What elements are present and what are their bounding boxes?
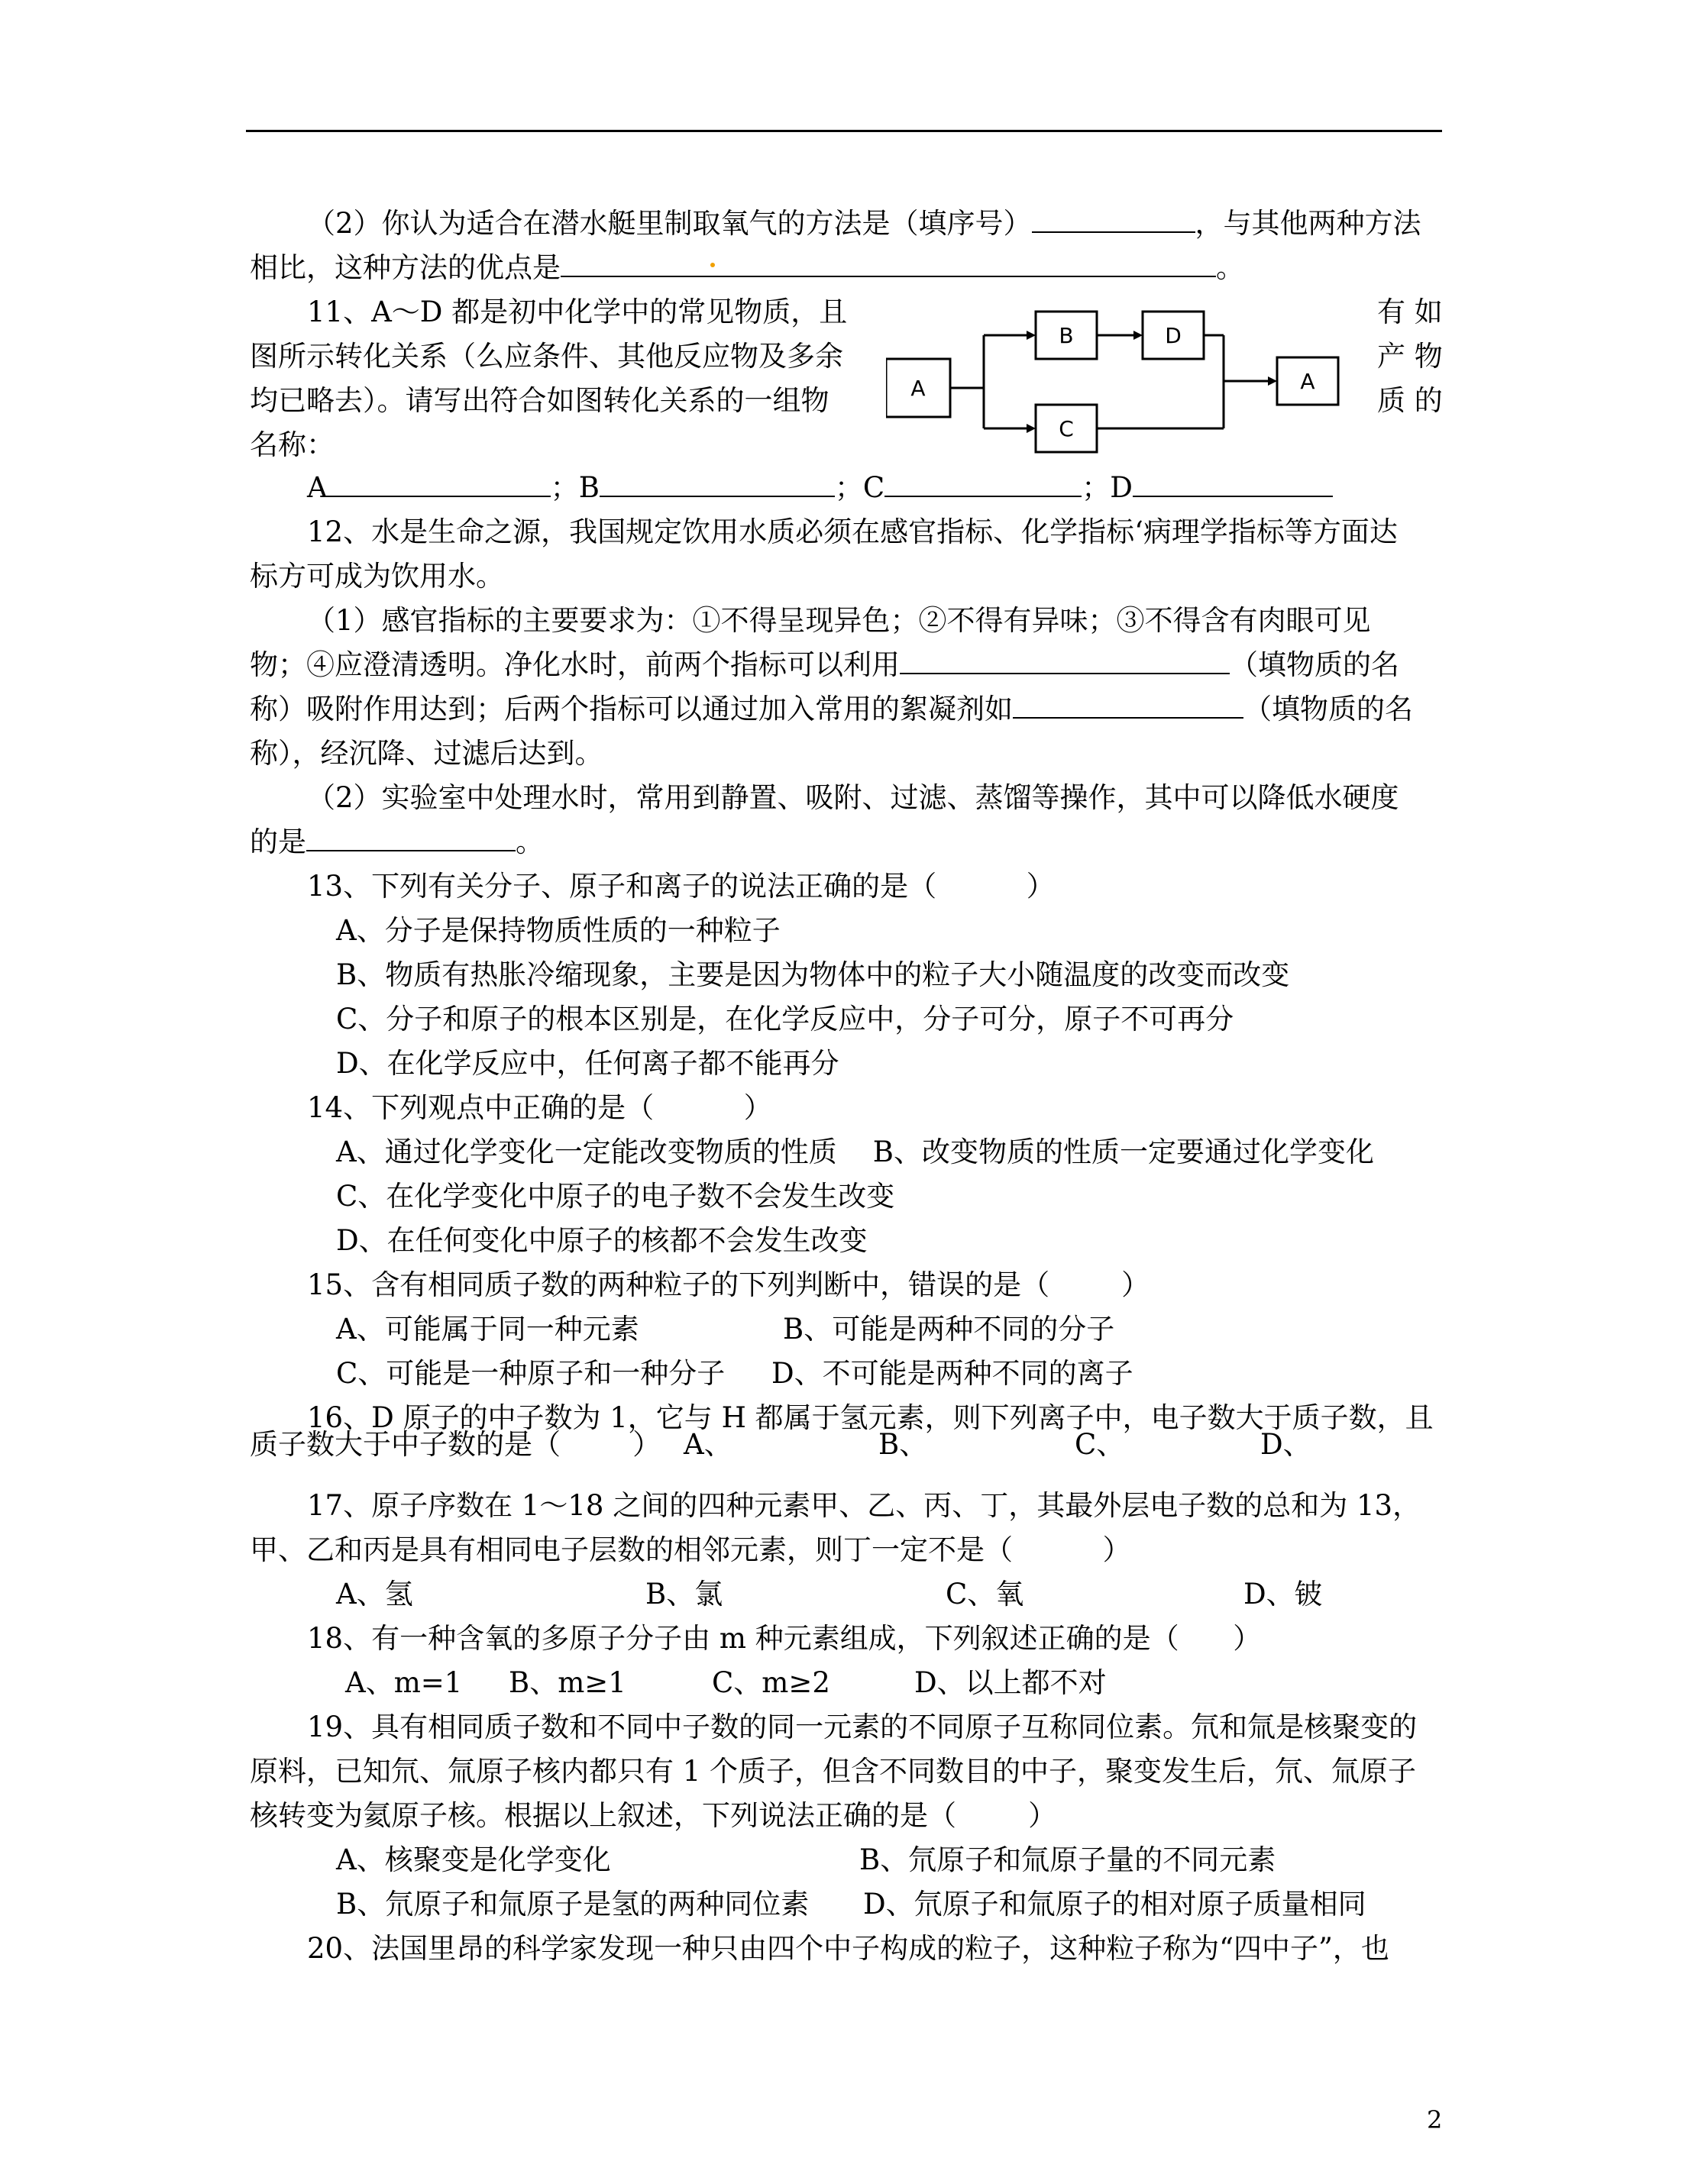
q19-line3: 核转变为氦原子核。根据以上叙述，下列说法正确的是（ ） — [250, 1799, 1057, 1832]
q19-line2: 原料，已知氘、氚原子核内都只有 1 个质子，但含不同数目的中子，聚变发生后，氘、氚原子 — [250, 1755, 1417, 1788]
q11-line2-tail: 产 物 — [1377, 340, 1443, 373]
q19-line1: 19、具有相同质子数和不同中子数的同一元素的不同原子互称同位素。氘和氚是核聚变的 — [307, 1711, 1418, 1743]
q11-line3: 均已略去）。请写出符合如图转化关系的一组物 — [250, 384, 829, 417]
q14-option-d[interactable]: D、在任何变化中原子的核都不会发生改变 — [336, 1224, 868, 1257]
box-d-label: D — [1165, 323, 1182, 348]
q14-option-c[interactable]: C、在化学变化中原子的电子数不会发生改变 — [336, 1180, 895, 1213]
q15-option-a[interactable]: A、可能属于同一种元素 — [336, 1313, 639, 1346]
q12-part1-line1: （1）感官指标的主要要求为：①不得呈现异色；②不得有异味；③不得含有肉眼可见 — [307, 604, 1371, 637]
box-b-label: B — [1059, 323, 1074, 348]
q13-option-b[interactable]: B、物质有热胀冷缩现象，主要是因为物体中的粒子大小随温度的改变而改变 — [336, 958, 1290, 991]
box-a-left-label: A — [910, 376, 926, 401]
q10-part2-line1: （2）你认为适合在潜水艇里制取氧气的方法是（填序号） ，与其他两种方法 — [307, 207, 1421, 240]
q12-line2: 标方可成为饮用水。 — [250, 560, 504, 593]
answer-blank-c[interactable] — [884, 473, 1082, 497]
q16-line2: 质子数大于中子数的是（ ） — [250, 1428, 661, 1461]
q18-option-b[interactable]: B、m≥1 — [509, 1666, 626, 1699]
q15-option-c[interactable]: C、可能是一种原子和一种分子 — [336, 1357, 726, 1390]
q16-line1: 16、D 原子的中子数为 1，它与 H 都属于氢元素，则下列离子中，电子数大于质子数，且 — [307, 1401, 1434, 1434]
q15-stem: 15、含有相同质子数的两种粒子的下列判断中，错误的是（ ） — [307, 1268, 1150, 1301]
answer-blank[interactable] — [561, 253, 1216, 277]
q13-stem: 13、下列有关分子、原子和离子的说法正确的是（ ） — [307, 870, 1055, 903]
q18-option-a[interactable]: A、m=1 — [345, 1666, 463, 1699]
q15-option-d[interactable]: D、不可能是两种不同的离子 — [771, 1357, 1133, 1390]
q14-options-ab[interactable]: A、通过化学变化一定能改变物质的性质 B、改变物质的性质一定要通过化学变化 — [336, 1136, 1374, 1168]
q11-line1: 11、A～D 都是初中化学中的常见物质，且 — [307, 296, 848, 328]
q13-option-a[interactable]: A、分子是保持物质性质的一种粒子 — [336, 914, 781, 947]
q20-line1: 20、法国里昂的科学家发现一种只由四个中子构成的粒子，这种粒子称为“四中子”，也 — [307, 1932, 1389, 1965]
answer-blank-d[interactable] — [1133, 473, 1333, 497]
q16-option-b[interactable]: B、 — [878, 1428, 928, 1461]
q11-line1-tail: 有 如 — [1377, 296, 1443, 328]
q11-answer-line: A ；B ；C ；D — [307, 471, 1333, 505]
conversion-diagram — [886, 304, 1390, 464]
q19-option-c[interactable]: B、氘原子和氚原子是氢的两种同位素 — [336, 1888, 810, 1921]
page-number: 2 — [1427, 2105, 1443, 2134]
q15-option-b[interactable]: B、可能是两种不同的分子 — [783, 1313, 1115, 1346]
q12-part2-line1: （2）实验室中处理水时，常用到静置、吸附、过滤、蒸馏等操作，其中可以降低水硬度 — [307, 781, 1399, 814]
q11-line3-tail: 质 的 — [1377, 384, 1443, 417]
q12-part1-line4: 称），经沉降、过滤后达到。 — [250, 737, 603, 770]
q17-option-b[interactable]: B、氯 — [645, 1578, 723, 1611]
q16-option-c[interactable]: C、 — [1075, 1428, 1125, 1461]
q18-stem: 18、有一种含氧的多原子分子由 m 种元素组成，下列叙述正确的是（ ） — [307, 1622, 1262, 1655]
q12-part2-line2: 的是 。 — [250, 825, 544, 858]
q19-option-d[interactable]: D、氘原子和氚原子的相对原子质量相同 — [863, 1888, 1366, 1921]
q19-option-a[interactable]: A、核聚变是化学变化 — [336, 1843, 611, 1876]
q16-option-a[interactable]: A、 — [684, 1428, 732, 1461]
q19-option-b[interactable]: B、氘原子和氚原子量的不同元素 — [859, 1843, 1276, 1876]
answer-blank-b[interactable] — [600, 473, 835, 497]
answer-blank[interactable] — [1013, 694, 1243, 719]
q11-line2: 图所示转化关系（么应条件、其他反应物及多余 — [250, 340, 843, 373]
stray-mark — [710, 263, 715, 267]
q17-line1: 17、原子序数在 1～18 之间的四种元素甲、乙、丙、丁，其最外层电子数的总和为 13， — [307, 1489, 1421, 1522]
q12-part1-line3: 称）吸附作用达到；后两个指标可以通过加入常用的絮凝剂如 （填物质的名 — [250, 693, 1413, 725]
q14-stem: 14、下列观点中正确的是（ ） — [307, 1091, 772, 1124]
q17-option-c[interactable]: C、氧 — [946, 1578, 1024, 1611]
q17-line2: 甲、乙和丙是具有相同电子层数的相邻元素，则丁一定不是（ ） — [250, 1533, 1131, 1566]
answer-blank[interactable] — [306, 827, 516, 851]
answer-blank[interactable] — [1032, 208, 1195, 233]
q11-line4: 名称： — [250, 428, 335, 461]
box-a-right-label: A — [1300, 369, 1315, 394]
q13-option-d[interactable]: D、在化学反应中，任何离子都不能再分 — [336, 1047, 839, 1080]
answer-blank-a[interactable] — [328, 473, 551, 497]
q16-option-d[interactable]: D、 — [1260, 1428, 1311, 1461]
q17-option-d[interactable]: D、铍 — [1243, 1578, 1323, 1611]
q17-option-a[interactable]: A、氢 — [336, 1578, 413, 1611]
q18-option-c[interactable]: C、m≥2 — [712, 1666, 830, 1699]
q10-part2-line2: 相比，这种方法的优点是 。 — [250, 251, 1244, 284]
q13-option-c[interactable]: C、分子和原子的根本区别是，在化学反应中，分子可分，原子不可再分 — [336, 1003, 1234, 1035]
q12-line1: 12、水是生命之源，我国规定饮用水质必须在感官指标、化学指标‘病理学指标等方面达 — [307, 515, 1398, 548]
q12-part1-line2: 物；④应澄清透明。净化水时，前两个指标可以利用 （填物质的名 — [250, 648, 1399, 681]
q18-option-d[interactable]: D、以上都不对 — [914, 1666, 1107, 1699]
box-c-label: C — [1059, 416, 1074, 441]
answer-blank[interactable] — [900, 650, 1230, 674]
header-rule — [246, 130, 1442, 132]
